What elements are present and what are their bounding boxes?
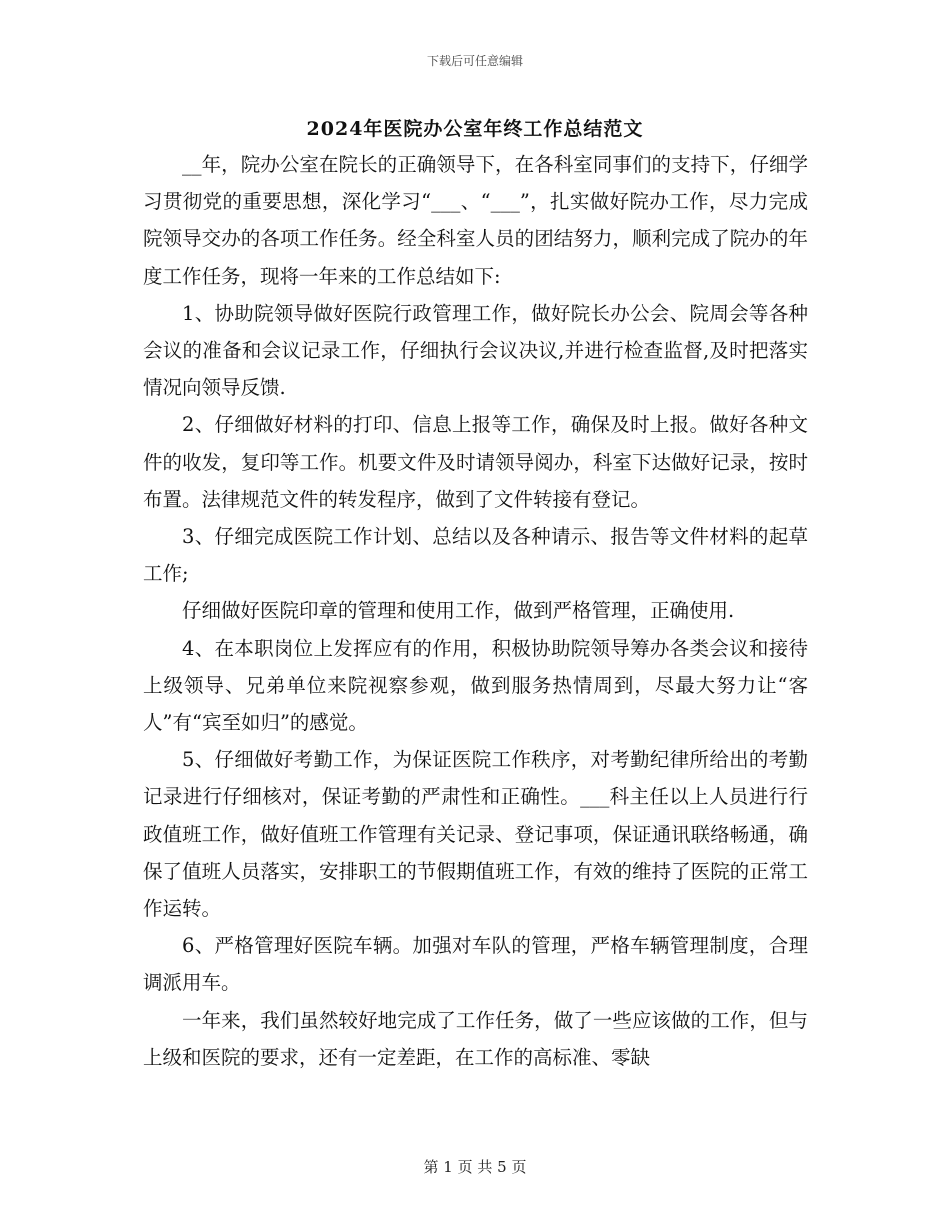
page-header-note: 下载后可任意编辑 xyxy=(426,54,523,68)
document-body xyxy=(143,146,808,1076)
paragraph-intro: __年，院办公室在院长的正确领导下，在各科室同事们的支持下，仔细学习贯彻党的重要思想，深化学习“___、“___”，扎实做好院办工作，尽力完成院领导交办的各项工作任务。经全科室人员的团结努力，顺利完成了院办的年度工作任务，现将一年来的工作总结如下: xyxy=(143,153,808,288)
paragraph-item-2: 2、仔细做好材料的打印、信息上报等工作，确保及时上报。做好各种文件的收发，复印等工作。机要文件及时请领导阅办，科室下达做好记录，按时布置。法律规范文件的转发程序，做到了文件转接有登记。 xyxy=(143,413,808,511)
paragraph-seal-management: 仔细做好医院印章的管理和使用工作，做到严格管理，正确使用. xyxy=(182,599,735,623)
paragraph-item-3: 3、仔细完成医院工作计划、总结以及各种请示、报告等文件材料的起草工作; xyxy=(143,525,808,586)
paragraph-conclusion: 一年来，我们虽然较好地完成了工作任务，做了一些应该做的工作，但与上级和医院的要求，还有一定差距，在工作的高标准、零缺 xyxy=(143,1008,808,1069)
page-number-footer: 第 1 页 共 5 页 xyxy=(423,1158,527,1176)
paragraph-item-4: 4、在本职岗位上发挥应有的作用，积极协助院领导筹办各类会议和接待上级领导、兄弟单位来院视察参观，做到服务热情周到，尽最大努力让“客人”有“宾至如归”的感觉。 xyxy=(143,636,808,735)
paragraph-item-5: 5、仔细做好考勤工作，为保证医院工作秩序，对考勤纪律所给出的考勤记录进行仔细核对，保证考勤的严肃性和正确性。___科主任以上人员进行行政值班工作，做好值班工作管理有关记录、登记事项，保证通讯联络畅通，确保了值班人员落实，安排职工的节假期值班工作，有效的维持了医院的正常工作运转。 xyxy=(143,748,808,921)
document-title: 2024年医院办公室年终工作总结范文 xyxy=(306,118,644,140)
paragraph-item-1: 1、协助院领导做好医院行政管理工作，做好院长办公会、院周会等各种会议的准备和会议记录工作，仔细执行会议决议,并进行检查监督,及时把落实情况向领导反馈. xyxy=(143,301,808,400)
paragraph-item-6: 6、严格管理好医院车辆。加强对车队的管理，严格车辆管理制度，合理调派用车。 xyxy=(143,934,808,995)
